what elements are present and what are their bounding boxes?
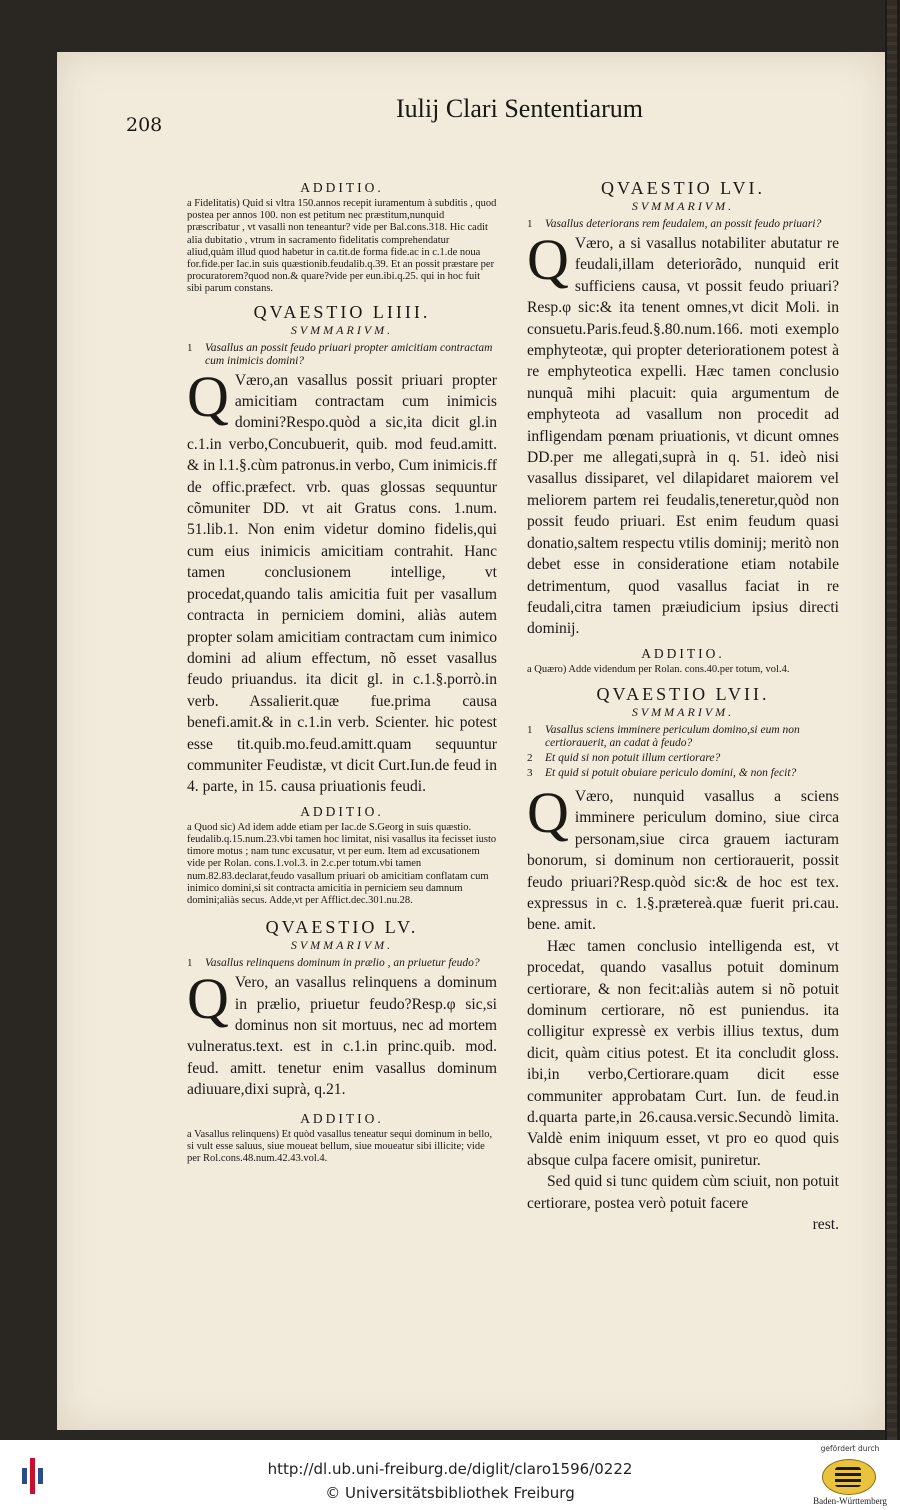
book-fore-edge [885, 0, 900, 1440]
question-heading: QVAESTIO LIIII. [253, 301, 431, 322]
question-text: Sed quid si tunc quidem cùm sciuit, non potuit certiorare, postea verò potuit facere [527, 1173, 839, 1212]
drop-cap: Q [527, 227, 569, 292]
sponsor-name: Baden-Württemberg [813, 1496, 887, 1506]
question-text: Q Væro,an vasallus possit priuari propter amicitiam contractam cum inimicis domini?Respo.quòd a sic,ita dicit gl.in c.1.in verbo,Concubuerit, quib. mod feud.amitt. & in l.1.§.cùm patronus.in verbo, Cum inimicis.ff de offic.præfect. vrb. quas glossas sequuntur cõmuniter DD. vt ait Gratus cons. 1.num. 51.lib.1. Non enim videtur domino fidelis,qui cum eius inimicis amicitiam contrahit. Hanc tamen conclusionem intellige, vt procedat,quando talis amicitia fuit per vasallum contracta in perniciem domini, aliàs autem propter solam amicitiam contractam cum inimico domini ad alium effectum, nõ esset vasallus feudo priuandus. ita dicit gl. in c.1.§.porrò.in verb. Assalierit.quæ fue.prima causa benefi.amit.& in c.1.in verb. Scienter. hic potest esse tit.quib.mo.feud.amitt.quam sequuntur communiter Feudistæ, vt dicit Curt.Iun.de feud in 4. parte, in 15. causa priuationis feudi. [187, 363, 497, 796]
right-column [527, 172, 839, 1235]
summarium-heading: SVMMARIVM. [631, 704, 735, 719]
page-number: 208 [126, 114, 163, 136]
additio-note: a Quod sic) Ad idem adde etiam per Iac.de S.Georg in suis quæstio. feudalib.q.15.num.23.vbi tamen hoc limitat, nisi vasallus ita fecisset iusto timore motus ; nam tunc excusatur, vt per eum. Item ad excusationem vide per Rolan. cons.1.vol.3. in 2.c.per totum.vbi tamen num.82.83.declarat,feudo vasallum priuari ob amicitiam conflatam cum inimico domini,si sit contracta amicitia in perniciem seu damnum domini;aliàs secus. Adde,vt per Afflict.dec.301.nu.28. [187, 821, 497, 906]
question-heading: QVAESTIO LVII. [596, 683, 770, 704]
catchword: rest. [812, 1216, 839, 1234]
summary-item: 3 Et quid si potuit obuiare periculo domini, & non fecit? [527, 766, 797, 779]
running-head: Iulij Clari Sententiarum [396, 94, 643, 123]
summary-item: 1 Vasallus sciens imminere periculum domino,si eum non certiorauerit, an cadat à feudo? [527, 723, 800, 749]
additio-note: a Fidelitatis) Quid si vltra 150.annos recepit iuramentum à subditis , quod postea per annos 100. non est petitum nec præstitum,nunquid præscribatur , vt vasalli non teneantur? vide per Bal.cons.318. Hic cadit alia dubitatio , vtrum in sacramento fidelitatis comprehendatur aliud,quàm illud quod habetur in ca.tit.de forma fide.ac in c.1.de noua for.fide.per Iac.in suis quæstionib.feudalib.q.39. Et an possit præstare per procuratorem?quod non.& quare?vide per eun.ibi.q.25. qui in hoc fuit sibi parum constans. [187, 198, 497, 295]
question-heading: QVAESTIO LV. [265, 917, 419, 938]
question-heading: QVAESTIO LVI. [600, 178, 765, 198]
permalink-url[interactable]: http://dl.ub.uni-freiburg.de/diglit/claro1596/0222 [267, 1460, 633, 1478]
copyright-notice: © Universitätsbibliothek Freiburg [325, 1484, 575, 1502]
summarium-heading: SVMMARIVM. [290, 938, 394, 953]
sponsor-badge [800, 1444, 900, 1510]
question-text: Hæc tamen conclusio intelligenda est, vt procedat, quando vasallus potuit dominum certiorare, & non fecit:aliàs autem si nõ potuit dominum certiorare, nõ est puniendus. ita colligitur expressè ex verbis illius textus, dum dicit, quàm citius potest. Et ita concludit gloss. ibi,in verbo,Certiorare.quam dicit esse communiter approbatam Curt. Iun. de feud.in d.quarta parte,in 26.causa.versic.Secundò limita. Valdè enim iniquum esset, vt pro eo quod quis absque culpa facere omisit, puniretur. [527, 937, 839, 1169]
question-text: Q Væro, nunquid vasallus a sciens imminere periculum domino, siue circa personam,siue circa grauem iacturam bonorum, si dominum non certiorauerit, possit feudo priuari?Resp.quòd sic:& de hoc est tex. expressus in c. 1.§.prætereà.quæ fuerit pri.cau. bene. amit. [527, 779, 839, 934]
state-crest-icon [822, 1459, 876, 1495]
drop-cap: Q [187, 966, 229, 1032]
additio-heading: ADDITIO. [300, 803, 384, 819]
summarium-heading: SVMMARIVM. [290, 322, 394, 337]
summary-item: 2 Et quid si non potuit illum certiorare? [527, 751, 721, 764]
additio-heading: ADDITIO. [300, 180, 384, 195]
question-text: Q Vero, an vasallus relinquens a dominum in prælio, priuetur feudo?Resp.φ sic,si dominus non sit mortuus, nec ad mortem vulneratus.text. est in c.1.in princ.quib. mod. feud. amitt. tenetur enim vasallus dominum adiuuare,dixi suprà, q.21. [187, 966, 497, 1099]
summarium-heading: SVMMARIVM. [631, 199, 735, 213]
page-header [126, 94, 826, 140]
left-column [187, 178, 497, 1165]
drop-cap: Q [187, 363, 229, 429]
summary-item: 1 Vasallus relinquens dominum in prælio , an priuetur feudo? [187, 957, 480, 970]
sponsor-label: gefördert durch [820, 1444, 880, 1453]
additio-note: a Quæro) Adde videndum per Rolan. cons.40.per totum, vol.4. [527, 663, 790, 675]
additio-heading: ADDITIO. [300, 1110, 384, 1126]
drop-cap: Q [527, 779, 569, 845]
summary-item: 1 Vasallus deteriorans rem feudalem, an possit feudo priuari? [527, 218, 822, 230]
question-text: Q Væro, a si vasallus notabiliter abutatur re feudali,illam deteriorãdo, nunquid erit sufficiens causa, vt possit feudo priuari? Resp.φ sic:& ita tenent omnes,vt dicit Moli. in consuetu.Paris.feud.§.80.num.166. moti exemplo emphyteotæ, qui propter deteriorationem potest à re emphyteotica expelli. Hæc tamen conclusio nunquã mihi placuit: quia argumentum de emphyteota ad vasallum non procedit ad infligendam pœnam priuationis, vt dicunt omnes DD.per me allegati,suprà in q. 51. ideò nisi vasallus dissiparet, vel dilapidaret maiorem vel meliorem partem rei feudalis,teneretur,quòd non possit feudo priuari. Est enim feudum quasi donatio,saltem respectu vtilis dominij; meritò non debet esse in consideratione etiam notabile detrimentum, quod vasallus faciat in re feudali,citra tamen præiudicium ipsius directi dominij. [527, 227, 839, 638]
summary-item: 1 Vasallus an possit feudo priuari propter amicitiam contractam cum inimicis domini? [187, 341, 493, 367]
additio-heading: ADDITIO. [641, 645, 725, 661]
additio-note: a Vasallus relinquens) Et quòd vasallus teneatur sequi dominum in bello, si vult esse saluus, siue moueat bellum, siue moueatur sibi illicite; vide per Rol.cons.48.num.42.43.vol.4. [187, 1128, 493, 1165]
